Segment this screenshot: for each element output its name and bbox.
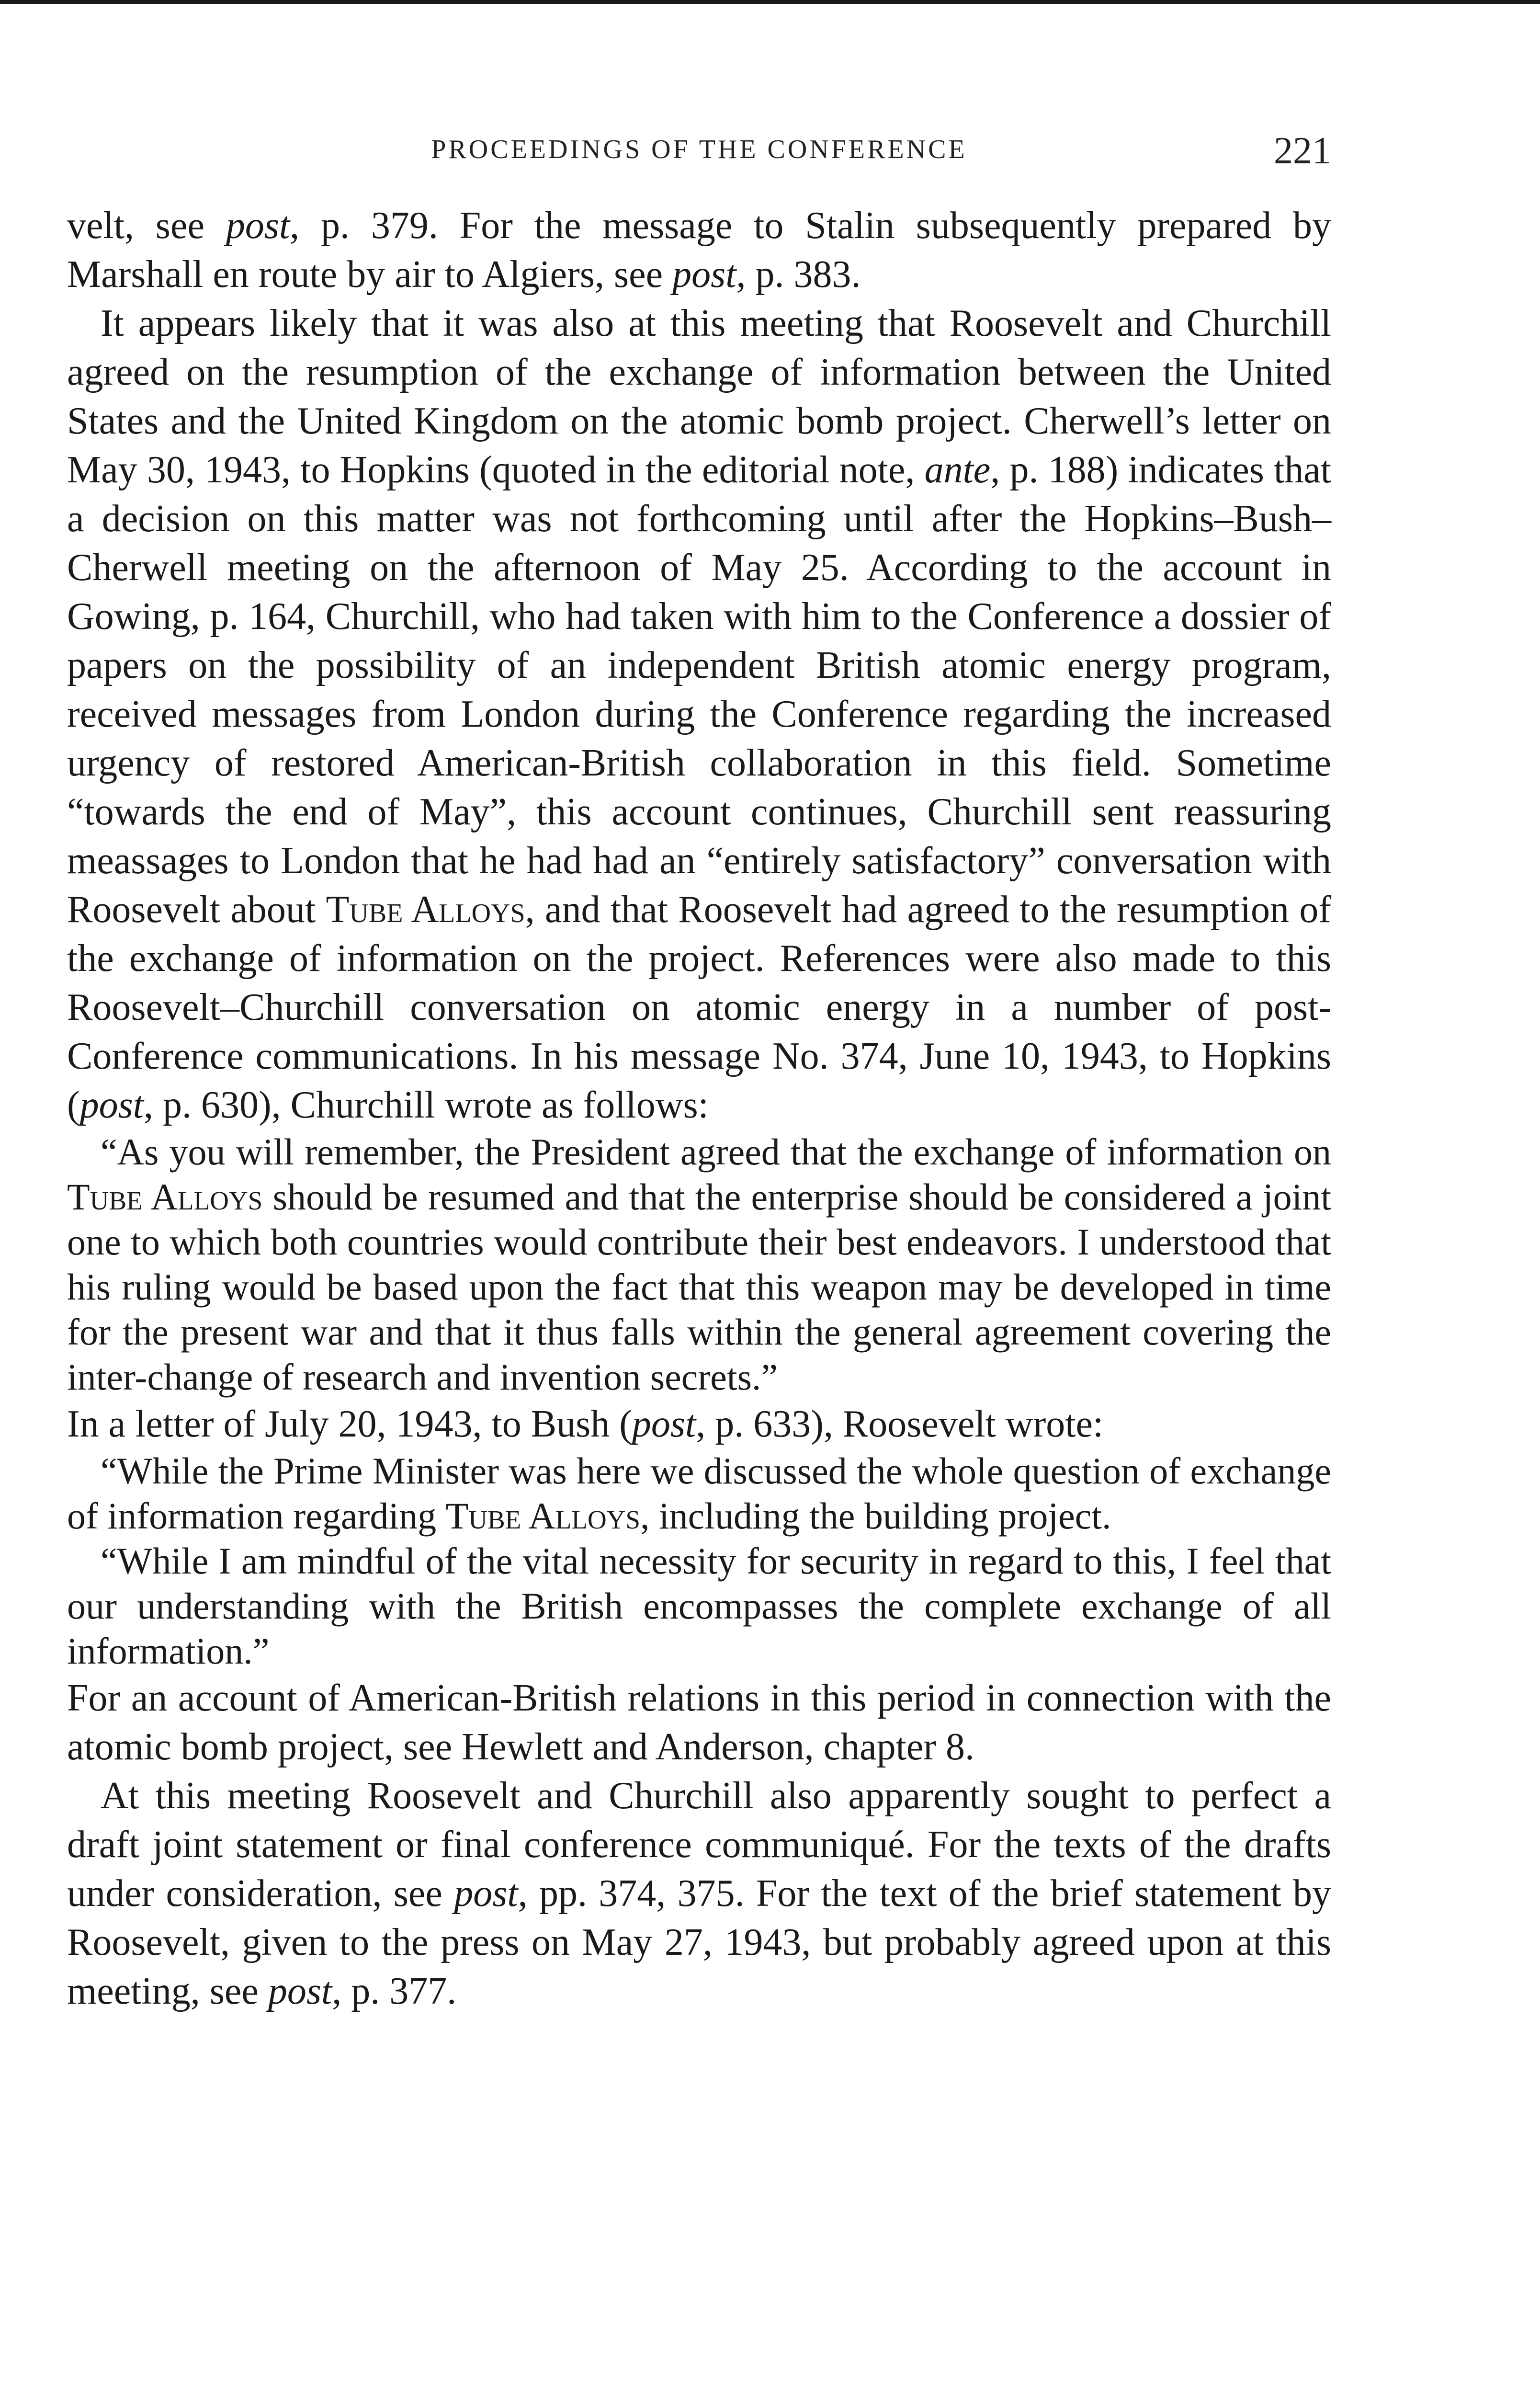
text-run: “While the Prime Minister was here we discussed the whole question of exchange of information regarding: [67, 1450, 1331, 1537]
text-run: , pp. 374, 375. For the text of the brief statement by Roosevelt, given to the press on May 27, 1943, but probably agreed upon at this meeting, see: [67, 1872, 1332, 2012]
text-run: velt, see: [67, 205, 226, 247]
italic-run: post: [454, 1872, 518, 1915]
paragraph-roosevelt-letter: [67, 1400, 1331, 1448]
text-run: , including the building project.: [640, 1495, 1111, 1537]
text-run: For an account of American-British relations in this period in connection with the atomic bomb project, see Hewlett and Anderson, chapter 8.: [67, 1677, 1331, 1768]
text-run: should be resumed and that the enterprise should be considered a joint one to which both countries would contribute their best endeavors. I understood that his ruling would be based upon the fact that this weapon may be developed in time for the present war and that it thus falls within the general agreement covering the inter-change of research and invention secrets.”: [67, 1176, 1332, 1398]
italic-run: post: [672, 253, 736, 296]
text-run: At this meeting Roosevelt and Churchill also apparently sought to perfect a draft joint statement or final conference communiqué. For the texts of the drafts under consideration, see: [67, 1775, 1331, 1915]
text-run: , p. 383.: [736, 253, 861, 296]
small-caps-run: Tube Alloys: [326, 889, 525, 931]
block-quote-roosevelt-1: [67, 1448, 1331, 1539]
text-run: , p. 630), Churchill wrote as follows:: [144, 1084, 709, 1126]
page-header: [67, 129, 1331, 187]
paragraph-hewlett-anderson: [67, 1674, 1331, 1771]
italic-run: ante: [924, 449, 991, 491]
page-body: [67, 201, 1331, 2016]
text-run: “As you will remember, the President agreed that the exchange of information on: [101, 1131, 1331, 1173]
italic-run: post: [226, 205, 290, 247]
small-caps-run: Tube Alloys: [67, 1176, 263, 1218]
top-rule: [0, 0, 1540, 4]
paragraph-communique: [67, 1771, 1331, 2016]
running-head: PROCEEDINGS OF THE CONFERENCE: [431, 135, 967, 164]
text-run: In a letter of July 20, 1943, to Bush (: [67, 1403, 632, 1445]
block-quote-churchill: [67, 1129, 1331, 1400]
italic-run: post: [268, 1970, 332, 2012]
small-caps-run: Tube Alloys: [445, 1495, 640, 1537]
text-run: , p. 188) indicates that a decision on this matter was not forthcoming until after the Hopkins–Bush–Cherwell meeting on the afternoon of May 25. According to the account in Gowing, p. 164, Churchill, who had taken with him to the Conference a dossier of papers on the possibility of an independent British atomic energy program, received messages from London during the Conference regarding the increased urgency of restored American-British collaboration in this field. Sometime “towards the end of May”, this account continues, Churchill sent reassuring meassages to London that he had had an “entirely satisfactory” conversation with Roosevelt about: [67, 449, 1332, 931]
italic-run: post: [632, 1403, 696, 1445]
text-run: , p. 377.: [332, 1970, 457, 2012]
italic-run: post: [79, 1084, 144, 1126]
text-run: , p. 633), Roosevelt wrote:: [696, 1403, 1104, 1445]
text-run: “While I am mindful of the vital necessity for security in regard to this, I feel that our understanding with the British encompasses the complete exchange of all information.”: [67, 1540, 1331, 1672]
paragraph-continuation: [67, 201, 1331, 299]
page-number: 221: [1274, 130, 1331, 172]
text-run: , p. 379. For the message to Stalin subsequently prepared by Marshall en route by air to Algiers, see: [67, 205, 1332, 296]
paragraph-atomic-exchange: [67, 299, 1331, 1129]
text-run: It appears likely that it was also at this meeting that Roosevelt and Churchill agreed on the resumption of the exchange of information between the United States and the United Kingdom on the atomic bomb project. Cherwell’s letter on May 30, 1943, to Hopkins (quoted in the editorial note,: [67, 302, 1331, 491]
text-run: , and that Roosevelt had agreed to the resumption of the exchange of information on the project. References were also made to this Roosevelt–Churchill conversation on atomic energy in a number of post-Conference communications. In his message No. 374, June 10, 1943, to Hopkins (: [67, 889, 1332, 1126]
block-quote-roosevelt-2: [67, 1539, 1331, 1674]
